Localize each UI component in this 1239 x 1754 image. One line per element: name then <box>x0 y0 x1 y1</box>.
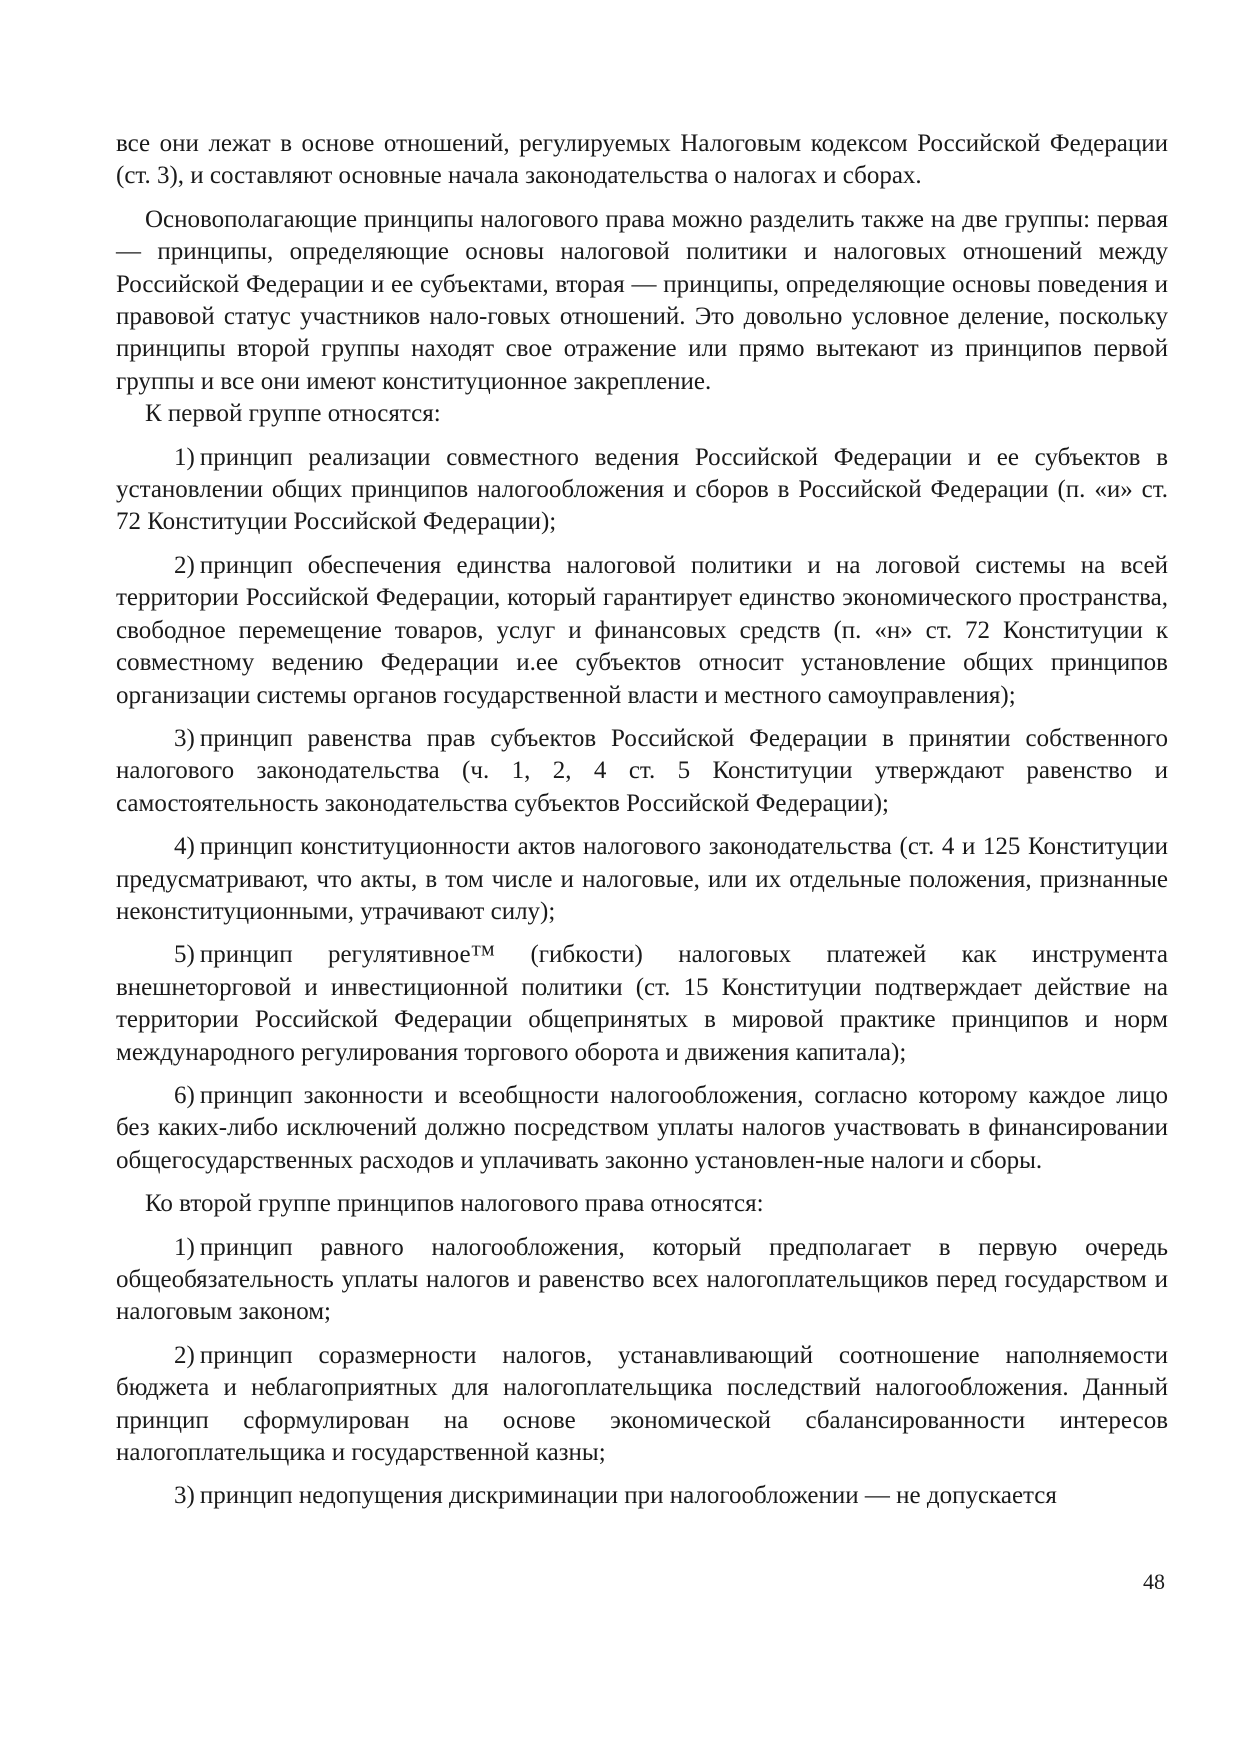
list-number: 6) <box>174 1081 195 1109</box>
list-item-group2-3 <box>116 1480 1168 1512</box>
list-item-text: принцип реализации совместного ведения Российской Федерации и ее субъектов в установлении общих принципов налогообложения и сборов в Российской Федерации (п. «и» ст. 72 Конституции Российской Федерации); <box>116 443 1168 536</box>
document-page <box>116 128 1168 1513</box>
list-number: 2) <box>174 1341 195 1369</box>
list-number: 4) <box>174 833 195 861</box>
list-item-text: принцип законности и всеобщности налогообложения, согласно которому каждое лицо без каких-либо исключений должно посредством уплаты налогов участвовать в финансировании общегосударственных расходов и уплачивать законно установлен-ные налоги и сборы. <box>116 1081 1168 1174</box>
list-item-text: принцип недопущения дискриминации при налогообложении — не допускается <box>199 1482 1057 1510</box>
list-item-text: принцип равенства прав субъектов Российской Федерации в принятии собственного налогового законодательства (ч. 1, 2, 4 ст. 5 Конституции утверждают равенство и самостоятельность законодательства субъектов Российской Федерации); <box>116 724 1168 817</box>
page-number: 48 <box>1143 1569 1165 1594</box>
paragraph-continuation: все они лежат в основе отношений, регулируемых Налоговым кодексом Российской Федерации (ст. 3), и составляют основные начала законодательства о налогах и сборах. <box>116 130 1168 190</box>
list-item-group1-3 <box>116 723 1168 820</box>
list-item-group1-4 <box>116 831 1168 928</box>
list-item-group2-1 <box>116 1232 1168 1329</box>
list-item-group1-2 <box>116 550 1168 712</box>
paragraph-principles-groups: Основополагающие принципы налогового права можно разделить также на две группы: первая — принципы, определяющие основы налоговой политики и налоговых отношений между Российской Федерации и ее субъектами, вторая — принципы, определяющие основы поведения и правовой статус участников нало-говых отношений. Это довольно условное деление, поскольку принципы второй группы находят свое отражение или прямо вытекают из принципов первой группы и все они имеют конституционное закрепление. <box>116 205 1168 395</box>
list-number: 1) <box>174 443 195 471</box>
list-item-text: принцип конституционности актов налогового законодательства (ст. 4 и 125 Конституции предусматривают, что акты, в том числе и налоговые, или их отдельные положения, признанные неконституционными, утрачивают силу); <box>116 833 1168 925</box>
list-number: 1) <box>174 1233 195 1261</box>
list-item-group1-6 <box>116 1080 1168 1177</box>
list-number: 5) <box>174 941 195 969</box>
list-item-group2-2 <box>116 1340 1168 1470</box>
list-item-text: принцип равного налогообложения, который предполагает в первую очередь общеобязательность уплаты налогов и равенство всех налогоплательщиков перед государством и налоговым законом; <box>116 1233 1168 1326</box>
list-item-group1-1 <box>116 442 1168 539</box>
list-number: 3) <box>174 1482 195 1510</box>
list-number: 2) <box>174 551 195 579</box>
list-item-text: принцип обеспечения единства налоговой политики и на логовой системы на всей территории Российской Федерации, который гарантирует единство экономического пространства, свободное перемещение товаров, услуг и финансовых средств (п. «н» ст. 72 Конституции к совместному ведению Федерации и.ее субъектов относит установление общих принципов организации системы органов государственной власти и местного самоуправления); <box>116 551 1168 709</box>
list-item-text: принцип регулятивное™ (гибкости) налоговых платежей как инструмента внешнеторговой и инвестиционной политики (ст. 15 Конституции подтверждает действие на территории Российской Федерации общепринятых в мировой практике принципов и норм международного регулирования торгового оборота и движения капитала); <box>116 941 1168 1066</box>
paragraph-group2-intro: Ко второй группе принципов налогового права относятся: <box>145 1190 764 1218</box>
paragraph-group1-intro: К первой группе относятся: <box>145 400 441 428</box>
list-number: 3) <box>174 724 195 752</box>
list-item-text: принцип соразмерности налогов, устанавливающий соотношение наполняемости бюджета и неблагоприятных для налогоплательщика последствий налогообложения. Данный принцип сформулирован на основе экономической сбалансированности интересов налогоплательщика и государственной казны; <box>116 1341 1168 1467</box>
list-item-group1-5 <box>116 939 1168 1069</box>
